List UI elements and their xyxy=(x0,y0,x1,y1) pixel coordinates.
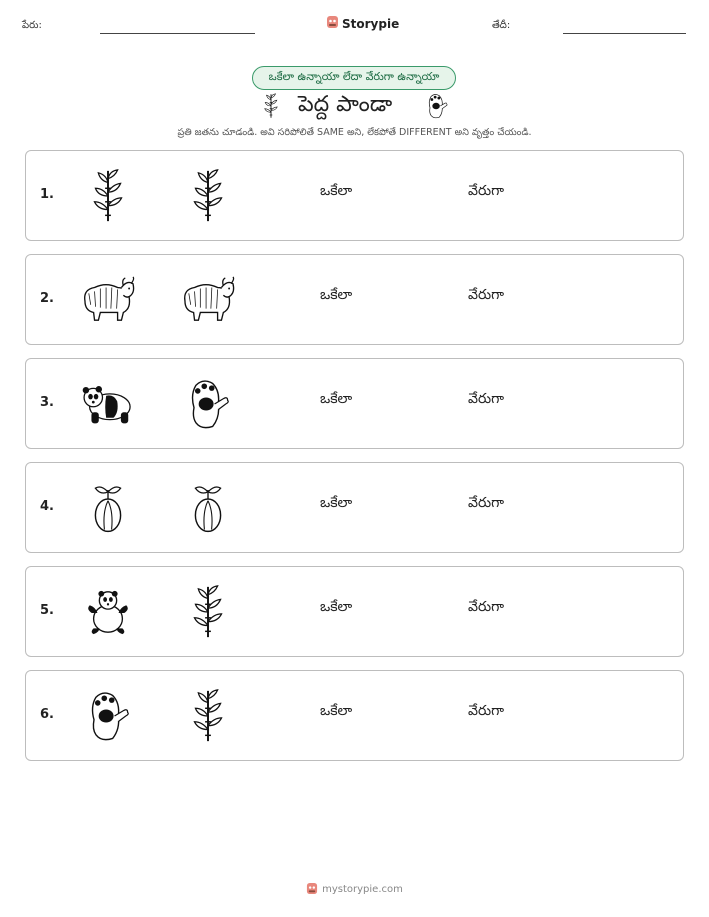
yak-icon xyxy=(76,268,140,332)
footer xyxy=(0,880,709,899)
different-option[interactable]: వేరుగా xyxy=(468,183,504,199)
storypie-logo-icon xyxy=(306,880,318,899)
question-number: 4. xyxy=(40,499,54,514)
brand-name: Storypie xyxy=(342,16,400,31)
different-option[interactable]: వేరుగా xyxy=(468,287,504,303)
same-option[interactable]: ఒకేలా xyxy=(320,183,353,199)
panda-paw-icon xyxy=(176,372,240,436)
instructions: ప్రతి జతను చూడండి. అవి సరిపోలితే SAME అని, లేకపోతే DIFFERENT అని వృత్తం చేయండి. xyxy=(177,127,532,138)
date-label: తేదీ: xyxy=(492,20,511,31)
worksheet-title: పెద్ద పాండా xyxy=(298,92,393,117)
question-number: 3. xyxy=(40,395,54,410)
question-row xyxy=(25,670,684,761)
question-row xyxy=(25,358,684,449)
panda-icon xyxy=(76,372,140,436)
bamboo-icon xyxy=(176,164,240,228)
bamboo-icon xyxy=(262,92,280,124)
panda-paw-icon xyxy=(76,684,140,748)
footer-site: mystorypie.com xyxy=(322,884,403,895)
different-option[interactable]: వేరుగా xyxy=(468,599,504,615)
question-number: 2. xyxy=(40,291,54,306)
same-option[interactable]: ఒకేలా xyxy=(320,391,353,407)
sprout-seed-icon xyxy=(76,476,140,540)
bamboo-icon xyxy=(176,580,240,644)
panda-cub-icon xyxy=(76,580,140,644)
question-number: 1. xyxy=(40,187,54,202)
question-row xyxy=(25,462,684,553)
yak-icon xyxy=(176,268,240,332)
question-number: 5. xyxy=(40,603,54,618)
same-option[interactable]: ఒకేలా xyxy=(320,599,353,615)
same-option[interactable]: ఒకేలా xyxy=(320,287,353,303)
brand xyxy=(326,14,399,33)
same-option[interactable]: ఒకేలా xyxy=(320,495,353,511)
category-pill: ఒకేలా ఉన్నాయా లేదా వేరుగా ఉన్నాయా xyxy=(252,66,456,90)
same-option[interactable]: ఒకేలా xyxy=(320,703,353,719)
different-option[interactable]: వేరుగా xyxy=(468,703,504,719)
different-option[interactable]: వేరుగా xyxy=(468,495,504,511)
question-number: 6. xyxy=(40,707,54,722)
question-row xyxy=(25,566,684,657)
name-label: పేరు: xyxy=(22,20,42,31)
storypie-logo-icon xyxy=(326,14,339,33)
date-line[interactable] xyxy=(563,33,686,34)
sprout-seed-icon xyxy=(176,476,240,540)
bamboo-icon xyxy=(76,164,140,228)
question-row xyxy=(25,150,684,241)
name-line[interactable] xyxy=(100,33,255,34)
panda-paw-icon xyxy=(425,92,449,124)
bamboo-icon xyxy=(176,684,240,748)
question-row xyxy=(25,254,684,345)
different-option[interactable]: వేరుగా xyxy=(468,391,504,407)
